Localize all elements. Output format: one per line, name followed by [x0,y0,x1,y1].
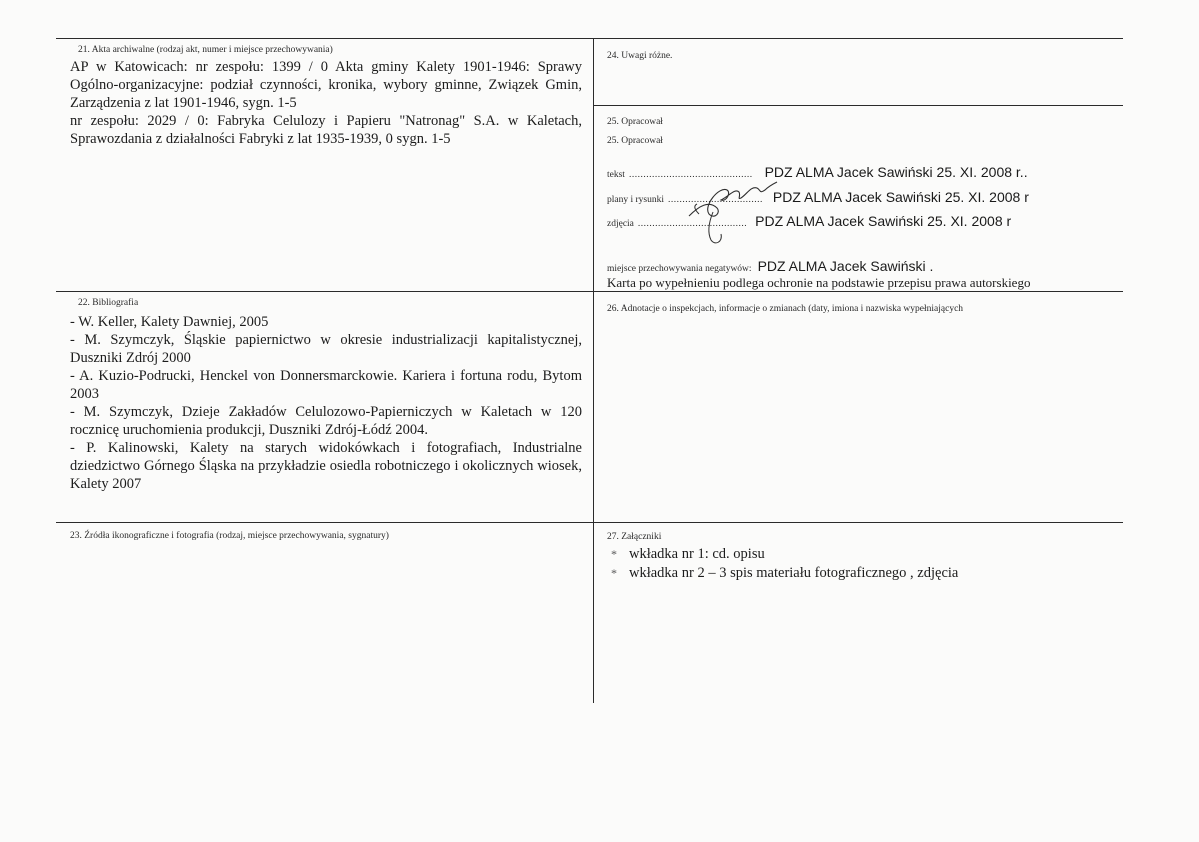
bullet-asterisk: * [611,547,617,561]
attachment-item [611,545,1117,564]
prepared-photos-row [607,213,1011,231]
negatives-value: PDZ ALMA Jacek Sawiński . [757,258,934,274]
copyright-notice: Karta po wypełnieniu podlega ochronie na podstawie przepisu prawa autorskiego [607,275,1031,290]
section-23-label: 23. Źródła ikonograficzne i fotografia (rodzaj, miejsce przechowywania, sygnatury) [70,531,389,541]
section-25-prepared-by [607,116,1117,291]
prepared-row-label: zdjęcia [607,219,634,229]
section-22-bibliography [70,297,582,493]
attachment-text: wkładka nr 2 – 3 spis materiału fotograficznego , zdjęcia [629,565,959,581]
section-22-label: 22. Bibliografia [78,298,139,308]
attachment-item [611,564,1117,583]
bibliography-list [70,313,582,493]
archival-paragraph: AP w Katowicach: nr zespołu: 1399 / 0 Akta gminy Kalety 1901-1946: Sprawy Ogólno-organizacyjne: podział czynności, kronika, wybory gminne, Związek Gmin, Zarządzenia z lat 1901-1946, sygn. 1-5 [70,59,582,111]
attachment-text: wkładka nr 1: cd. opisu [629,546,765,562]
prepared-row-dots: ................................. [668,195,763,205]
section-24-label: 24. Uwagi różne. [607,51,673,61]
prepared-row-value: PDZ ALMA Jacek Sawiński 25. XI. 2008 r [772,189,1029,205]
negatives-label: miejsce przechowywania negatywów: [607,264,752,274]
section-21-archival-records [70,44,582,148]
prepared-row-label: tekst [607,170,625,180]
bibliography-item: - W. Keller, Kalety Dawniej, 2005 [70,314,269,330]
column-divider [593,38,594,703]
prepared-row-value: PDZ ALMA Jacek Sawiński 25. XI. 2008 r.. [764,164,1028,180]
rule-right-24-25 [594,105,1123,106]
section-24-notes [607,50,1107,62]
section-26-label: 26. Adnotacje o inspekcjach, informacje o zmianach (daty, imiona i nazwiska wypełniających [607,304,964,314]
section-25-label: 25. Opracował [607,117,663,127]
prepared-row-label: plany i rysunki [607,195,664,205]
prepared-row-dots: ...................................... [637,219,748,229]
bullet-asterisk: * [611,566,617,580]
bibliography-item: - M. Szymczyk, Śląskie papiernictwo w okresie industrializacji kapitalistycznej, Duszniki Zdrój 2000 [70,332,582,366]
section-27-label: 27. Załączniki [607,532,662,542]
section-23-iconographic-sources [70,530,582,542]
section-27-attachments [607,531,1117,583]
lower-rule [56,522,1123,523]
bibliography-item: - P. Kalinowski, Kalety na starych widokówkach i fotografiach, Industrialne dziedzictwo Górnego Śląska na przykładzie osiedla robotniczego i okolicznych wiosek, Kalety 2007 [70,440,582,492]
section-21-body [70,58,582,148]
bibliography-item: - M. Szymczyk, Dzieje Zakładów Celulozowo-Papierniczych w Kaletach w 120 rocznicę uruchomienia produkcji, Duszniki Zdrój-Łódź 2004. [70,404,582,438]
section-25-label-repeat: 25. Opracował [607,136,663,146]
prepared-row-value: PDZ ALMA Jacek Sawiński 25. XI. 2008 r [755,213,1012,229]
section-26-annotations [607,303,1117,315]
bibliography-item: - A. Kuzio-Podrucki, Henckel von Donnersmarckowie. Kariera i fortuna rodu, Bytom 2003 [70,368,582,402]
middle-rule [56,291,1123,292]
handwritten-signature [669,156,779,246]
section-21-label: 21. Akta archiwalne (rodzaj akt, numer i miejsce przechowywania) [78,45,333,55]
archival-paragraph: nr zespołu: 2029 / 0: Fabryka Celulozy i Papieru "Natronag" S.A. w Kaletach, Sprawozdania z działalności Fabryki z lat 1935-1939, 0 sygn. 1-5 [70,113,582,147]
negatives-storage-row [607,258,933,276]
prepared-row-dots: ........................................... [628,170,753,180]
attachments-list [607,545,1117,583]
top-rule [56,38,1123,39]
